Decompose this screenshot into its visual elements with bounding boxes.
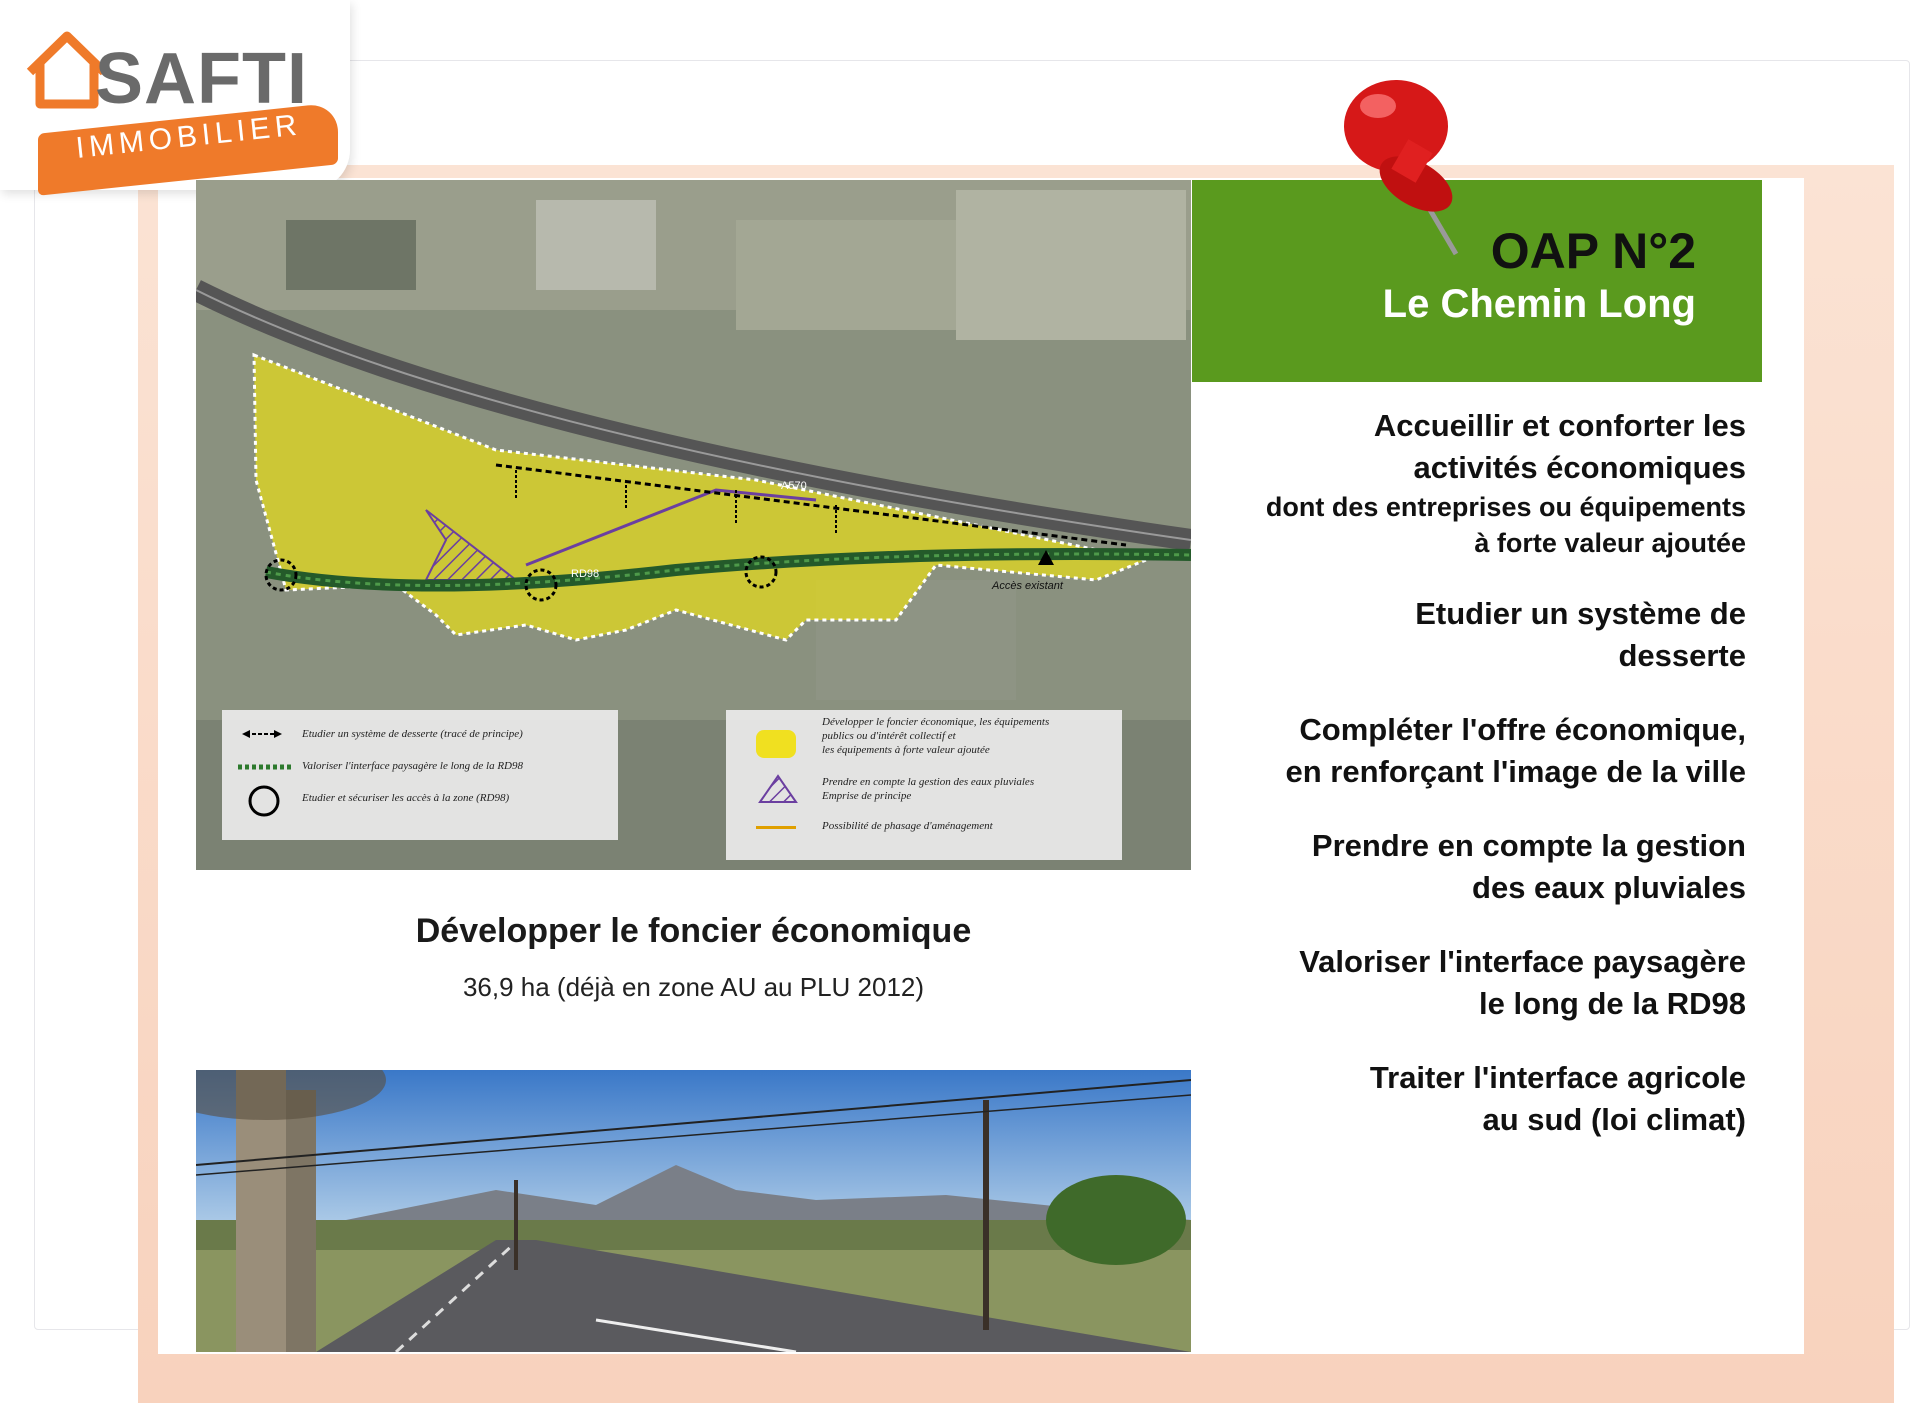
goal-item bbox=[1192, 593, 1746, 677]
oap-title: OAP N°2 bbox=[1490, 223, 1696, 279]
safti-logo[interactable] bbox=[0, 0, 350, 190]
legend-interface: Valoriser l'interface paysagère le long de la RD98 bbox=[302, 760, 523, 772]
goal-item bbox=[1192, 941, 1746, 1025]
goal-line: Traiter l'interface agricole bbox=[1369, 1060, 1746, 1095]
legend-emprise: Emprise de principe bbox=[822, 790, 912, 802]
goal-line: Valoriser l'interface paysagère bbox=[1299, 944, 1746, 979]
logo-brand: SAFTI bbox=[95, 39, 308, 119]
goal-line: Compléter l'offre économique, bbox=[1299, 712, 1746, 747]
highway-label: A570 bbox=[781, 480, 807, 492]
goal-item bbox=[1192, 405, 1746, 561]
road-label: RD98 bbox=[571, 568, 600, 580]
goals-list bbox=[1192, 405, 1746, 1173]
road-photo-graphic bbox=[196, 1070, 1191, 1352]
goal-line: Prendre en compte la gestion bbox=[1311, 828, 1746, 863]
goal-line: au sud (loi climat) bbox=[1482, 1102, 1746, 1137]
goal-subline: à forte valeur ajoutée bbox=[1474, 528, 1746, 558]
goal-line: activités économiques bbox=[1413, 450, 1746, 485]
caption-title: Développer le foncier économique bbox=[415, 912, 972, 950]
green-dots-icon bbox=[236, 762, 296, 772]
legend-foncier-3: les équipements à forte valeur ajoutée bbox=[822, 744, 990, 756]
goal-line: Accueillir et conforter les bbox=[1373, 408, 1746, 443]
map-legend-left bbox=[222, 710, 618, 840]
yellow-zone-swatch bbox=[756, 730, 796, 758]
logo-tagline: IMMOBILIER bbox=[74, 108, 304, 165]
legend-acces: Etudier et sécuriser les accès à la zone (RD98) bbox=[302, 792, 510, 804]
map-legend-right bbox=[726, 710, 1122, 860]
goal-item bbox=[1192, 1057, 1746, 1141]
legend-desserte: Etudier un système de desserte (tracé de principe) bbox=[302, 728, 523, 740]
push-pin-icon bbox=[1318, 66, 1488, 266]
access-circle-icon bbox=[244, 784, 284, 818]
goal-line: desserte bbox=[1618, 638, 1746, 673]
goal-line: le long de la RD98 bbox=[1478, 986, 1746, 1021]
double-arrow-icon bbox=[242, 728, 282, 740]
phasage-line-icon bbox=[756, 826, 796, 829]
goal-line: en renforçant l'image de la ville bbox=[1285, 754, 1746, 789]
oap-subtitle: Le Chemin Long bbox=[1382, 282, 1696, 326]
goal-subline: dont des entreprises ou équipements bbox=[1265, 492, 1746, 522]
legend-foncier-1: Développer le foncier économique, les équipements bbox=[822, 716, 1050, 728]
legend-eaux: Prendre en compte la gestion des eaux pluviales bbox=[822, 776, 1035, 788]
hatch-swatch-icon bbox=[756, 772, 800, 806]
oap-map bbox=[196, 180, 1191, 870]
goal-line: Etudier un système de bbox=[1415, 596, 1746, 631]
caption-subtitle: 36,9 ha (déjà en zone AU au PLU 2012) bbox=[462, 972, 925, 1002]
goal-item bbox=[1192, 709, 1746, 793]
legend-phasage: Possibilité de phasage d'aménagement bbox=[822, 820, 993, 832]
goal-item bbox=[1192, 825, 1746, 909]
goal-line: des eaux pluviales bbox=[1472, 870, 1746, 905]
road-photo bbox=[196, 1070, 1191, 1352]
legend-foncier-2: publics ou d'intérêt collectif et bbox=[822, 730, 956, 742]
access-label: Accès existant bbox=[992, 580, 1063, 592]
